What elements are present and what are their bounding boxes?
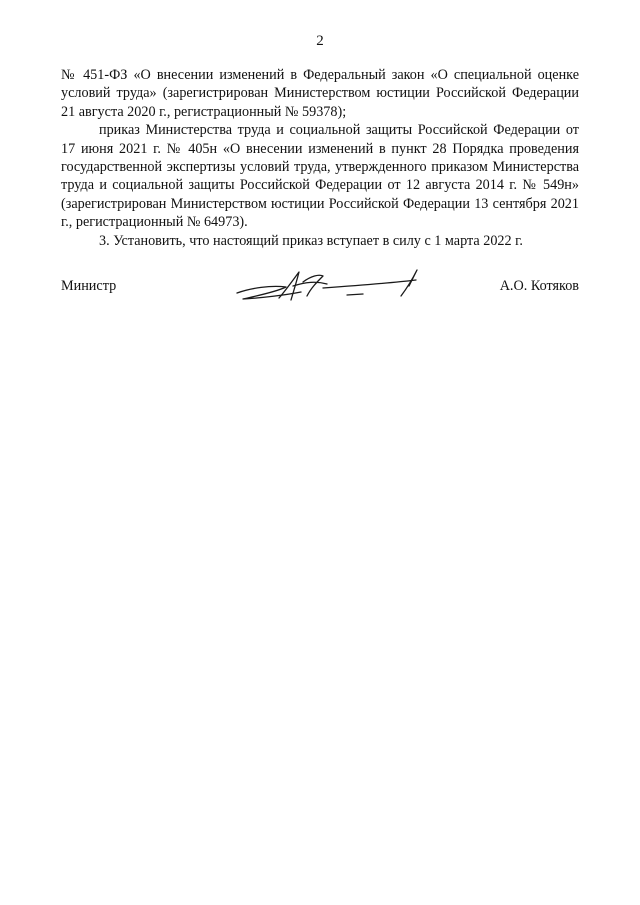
document-body	[61, 66, 579, 250]
page-number: 2	[316, 33, 324, 49]
paragraph-law-reference: № 451-ФЗ «О внесении изменений в Федеральный закон «О специальной оценке условий труда» (зарегистрирован Министерством юстиции Российской Федерации 21 августа 2020 г., регистрационный № 59378);	[61, 67, 579, 120]
signatory-title: Министр	[61, 278, 117, 294]
handwritten-signature	[231, 268, 431, 308]
paragraph-order-reference: приказ Министерства труда и социальной защиты Российской Федерации от 17 июня 2021 г. № 405н «О внесении изменений в пункт 28 Порядка проведения государственной экспертизы условий труда, утвержденного приказом Министерства труда и социальной защиты Российской Федерации от 12 августа 2014 г. № 549н» (зарегистрирован Министерством юстиции Российской Федерации 13 сентября 2021 г., регистрационный № 64973).	[61, 122, 579, 231]
signature-block	[61, 268, 579, 308]
signatory-name: А.О. Котяков	[499, 278, 579, 294]
paragraph-effective-date: 3. Установить, что настоящий приказ вступает в силу с 1 марта 2022 г.	[99, 232, 523, 249]
